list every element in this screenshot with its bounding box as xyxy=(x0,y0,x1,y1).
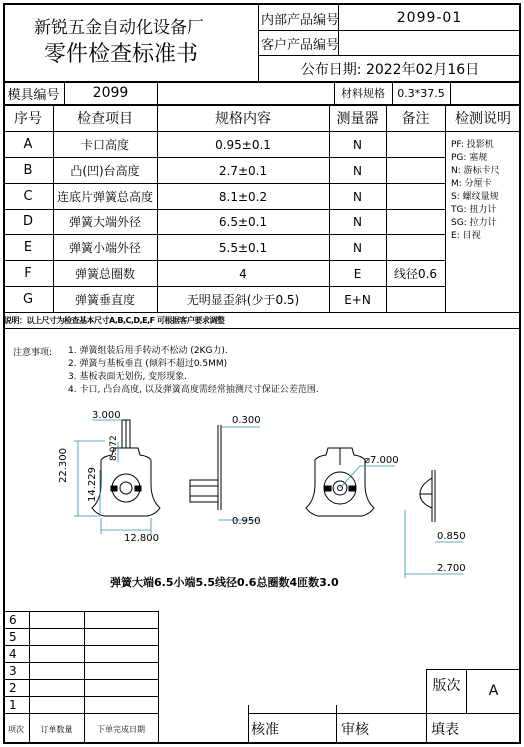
internal-no-label: 内部产品编号 xyxy=(261,12,340,28)
fill-label: 填表 xyxy=(431,722,459,738)
note-item: 4. 卡口, 凸台高度, 以及弹簧高度需经常抽测尺寸保证公差范围. xyxy=(68,385,319,395)
table-row-spec: 8.1±0.2 xyxy=(218,189,268,204)
legend-item: E: 目视 xyxy=(451,231,481,241)
legend-item: SG: 拉力计 xyxy=(451,218,497,228)
revision-row-no: 2 xyxy=(9,680,17,695)
notes-list xyxy=(68,347,319,399)
col-tool-header: 测量器 xyxy=(336,111,379,127)
dim-label: 2.700 xyxy=(437,563,466,574)
dim-label: 0.300 xyxy=(232,415,261,426)
table-row-no: B xyxy=(23,163,33,178)
table-row-remark xyxy=(386,184,445,209)
dim-label: ⌀7.000 xyxy=(364,455,399,466)
dim-label: 3.000 xyxy=(92,410,121,421)
table-row-remark xyxy=(386,132,445,157)
table-row-no: D xyxy=(22,214,33,229)
col-item-header: 检查项目 xyxy=(77,111,133,127)
table-row-item: 卡口高度 xyxy=(80,138,129,152)
table-row-item: 连底片弹簧总高度 xyxy=(56,190,153,204)
notes-label: 注意事项: xyxy=(13,348,53,358)
table-row-spec: 4 xyxy=(239,266,247,281)
table-row-item: 弹簧小端外径 xyxy=(68,241,141,255)
dim-label: 12.800 xyxy=(124,533,159,544)
internal-no-value: 2099-01 xyxy=(396,10,463,26)
company-name: 新锐五金自动化设备厂 xyxy=(34,18,204,38)
table-row-spec: 5.5±0.1 xyxy=(218,240,268,255)
customer-no-label: 客户产品编号 xyxy=(261,37,340,53)
legend-item: M: 分厘卡 xyxy=(451,179,492,189)
dim-label: 0.950 xyxy=(232,516,261,527)
table-row-tool: E+N xyxy=(344,292,371,307)
table-row-tool: E xyxy=(353,266,362,281)
table-row-no: E xyxy=(23,240,33,255)
revision-col-date: 下单完成日期 xyxy=(97,724,145,734)
revision-col-qty: 订单数量 xyxy=(40,724,73,734)
table-row-item: 弹簧大端外径 xyxy=(68,215,141,229)
note-item: 1. 弹簧组装后用手转动不松动 (2KG力). xyxy=(68,346,228,356)
drawing-caption: 弹簧大端6.5小端5.5线径0.6总圈数4匝数3.0 xyxy=(110,576,339,589)
legend-title: 检测说明 xyxy=(455,111,511,127)
table-row-remark: 线径0.6 xyxy=(393,267,438,281)
col-remark-header: 备注 xyxy=(401,111,430,127)
table-row-item: 弹簧垂直度 xyxy=(74,293,135,307)
table-row-remark xyxy=(386,209,445,234)
legend-item: N: 游标卡尺 xyxy=(451,166,500,176)
mold-no-label: 模具编号 xyxy=(7,87,60,103)
table-row-tool: N xyxy=(353,214,362,229)
material-value: 0.3*37.5 xyxy=(397,86,445,100)
revision-row-no: 1 xyxy=(9,697,17,712)
version-label: 版次 xyxy=(432,678,461,694)
table-row-spec: 无明显歪斜(少于0.5) xyxy=(186,293,300,307)
remark-line: 说明：以上尺寸为检查基本尺寸A,B,C,D,E,F 可根据客户要求调整 xyxy=(4,315,225,325)
review-label: 审核 xyxy=(341,722,369,738)
document-title: 零件检查标准书 xyxy=(44,42,199,67)
table-row-item: 弹簧总圈数 xyxy=(74,267,135,281)
mold-no-value: 2099 xyxy=(92,85,129,101)
publish-date: 公布日期: 2022年02月16日 xyxy=(300,61,480,78)
table-row-tool: N xyxy=(353,137,362,152)
revision-col-no: 项次 xyxy=(8,724,24,734)
note-item: 3. 基板表面无划伤, 变形现象. xyxy=(68,372,188,382)
note-item: 2. 弹簧与基板垂直 (倾斜不超过0.5MM) xyxy=(68,359,228,369)
revision-row-no: 3 xyxy=(9,663,17,678)
table-row-no: G xyxy=(22,292,34,307)
approve-label: 核准 xyxy=(251,722,279,738)
part-drawing xyxy=(0,400,524,600)
measuring-tool-legend xyxy=(451,139,521,243)
legend-item: TG: 扭力计 xyxy=(451,205,497,215)
revision-row-no: 6 xyxy=(9,612,17,627)
legend-item: S: 螺纹量规 xyxy=(451,192,499,202)
table-row-remark xyxy=(386,158,445,183)
col-spec-header: 规格内容 xyxy=(215,111,271,127)
table-row-spec: 2.7±0.1 xyxy=(218,163,268,178)
dim-label: 14.229 xyxy=(87,467,98,502)
revision-row-no: 5 xyxy=(9,629,17,644)
table-row-tool: N xyxy=(353,189,362,204)
dim-label: 8.072 xyxy=(109,435,119,461)
col-no-header: 序号 xyxy=(14,111,42,127)
version-value: A xyxy=(488,683,499,699)
customer-no-value xyxy=(339,31,520,55)
dim-label: 0.850 xyxy=(437,531,466,542)
table-row-tool: N xyxy=(353,163,362,178)
table-row-spec: 0.95±0.1 xyxy=(215,137,271,152)
table-row-remark xyxy=(386,235,445,260)
legend-item: PG: 塞规 xyxy=(451,153,488,163)
legend-item: PF: 投影机 xyxy=(451,140,494,150)
table-row-no: F xyxy=(24,266,32,281)
table-row-no: C xyxy=(23,189,33,204)
table-row-spec: 6.5±0.1 xyxy=(218,214,268,229)
table-row-tool: N xyxy=(353,240,362,255)
revision-row-no: 4 xyxy=(9,646,17,661)
table-row-item: 凸(凹)台高度 xyxy=(70,164,140,178)
dim-label: 22.300 xyxy=(58,448,69,483)
table-row-no: A xyxy=(23,137,33,152)
table-row-remark xyxy=(386,287,445,312)
material-label: 材料规格 xyxy=(341,87,385,100)
